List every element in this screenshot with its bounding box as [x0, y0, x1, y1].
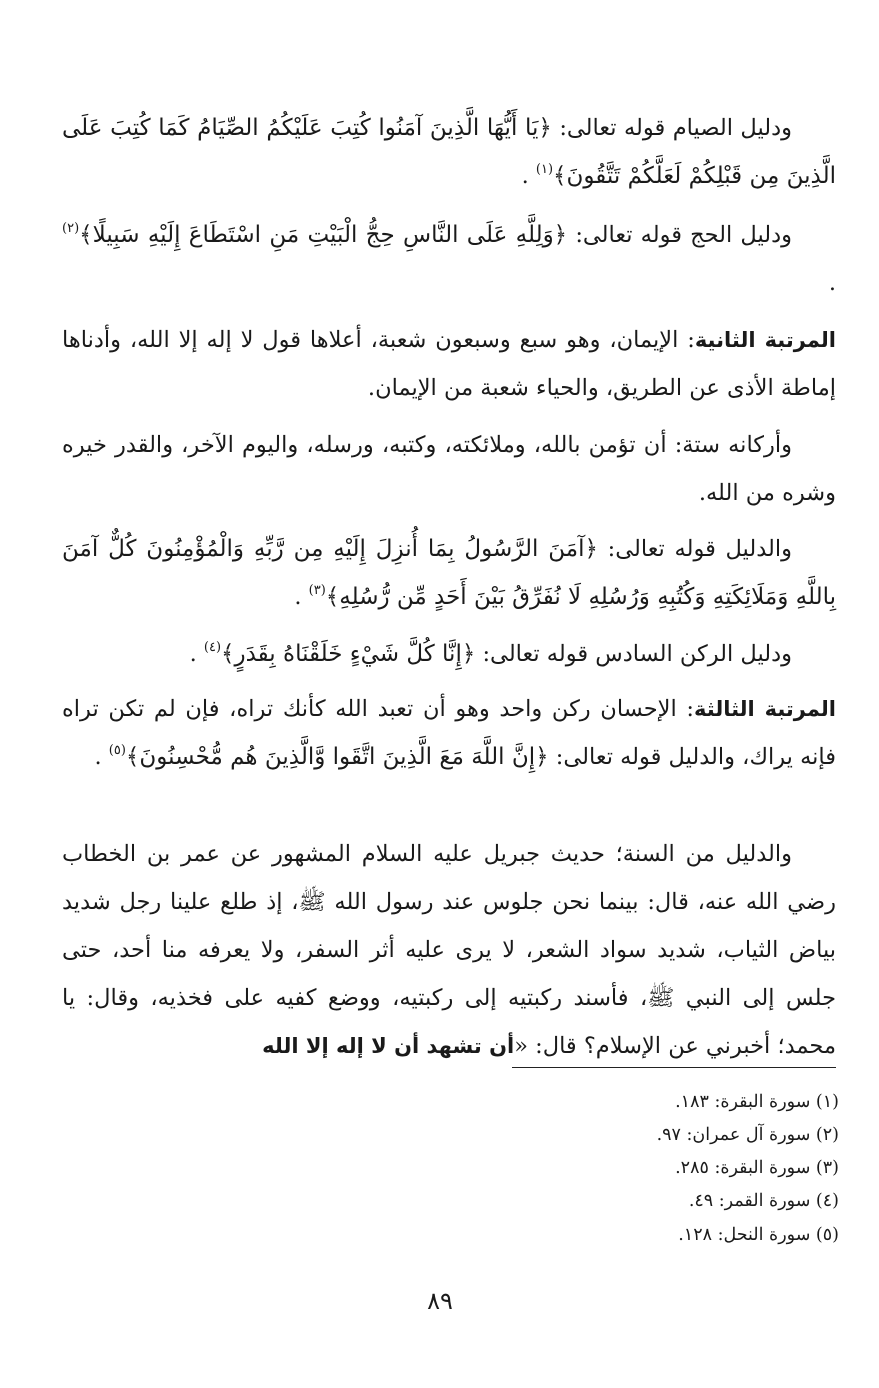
footnote-5: (٥) سورة النحل: ١٢٨. — [678, 1225, 839, 1245]
quran-verse: ﴿إِنَّا كُلَّ شَيْءٍ خَلَقْنَاهُ بِقَدَرٍ﴾ — [221, 641, 476, 667]
section-heading: المرتبة الثالثة — [694, 697, 836, 721]
page-number: ٨٩ — [427, 1287, 453, 1315]
paragraph-text: : الإحسان ركن واحد وهو أن تعبد الله كأنك تراه، فإن لم تكن تراه فإنه يراك، والدليل قوله تعالى: — [62, 696, 836, 770]
footnote-ref: (٢) — [62, 221, 80, 236]
footnote-ref: (٤) — [203, 640, 222, 655]
section-heading: المرتبة الثانية — [694, 328, 836, 352]
sentence-end: . — [94, 744, 102, 770]
quran-verse: ﴿إِنَّ اللَّهَ مَعَ الَّذِينَ اتَّقَوا وَّالَّذِينَ هُم مُّحْسِنُونَ﴾ — [125, 744, 549, 770]
paragraph-intro: والدليل قوله تعالى: — [597, 536, 792, 562]
paragraph-pillars-of-faith — [62, 421, 836, 517]
quran-verse: ﴿وَلِلَّهِ عَلَى النَّاسِ حِجُّ الْبَيْتِ مَنِ اسْتَطَاعَ إِلَيْهِ سَبِيلًا﴾ — [79, 222, 568, 248]
paragraph-hadith-jibril — [62, 830, 836, 1070]
footnote-separator — [512, 1067, 836, 1068]
paragraph-intro: ودليل الركن السادس قوله تعالى: — [475, 641, 792, 667]
footnote-ref: (١) — [535, 162, 554, 177]
paragraph-fasting-evidence — [62, 104, 836, 200]
footnote-3: (٣) سورة البقرة: ٢٨٥. — [675, 1158, 839, 1178]
paragraph-sixth-pillar-evidence — [62, 630, 836, 678]
bold-quote: أن تشهد أن لا إله إلا الله — [262, 1034, 515, 1058]
paragraph-intro: ودليل الحج قوله تعالى: — [567, 222, 793, 248]
sentence-end: . — [294, 584, 302, 610]
quran-verse: ﴿يَا أَيُّهَا الَّذِينَ آمَنُوا كُتِبَ عَلَيْكُمُ الصِّيَامُ كَمَا كُتِبَ عَلَى الَّذِينَ مِن قَبْلِكُمْ لَعَلَّكُمْ تَتَّقُونَ﴾ — [62, 115, 836, 189]
sentence-end: . — [521, 163, 529, 189]
paragraph-hajj-evidence — [62, 211, 836, 307]
footnote-ref: (٣) — [308, 583, 326, 598]
paragraph-text: : الإيمان، وهو سبع وسبعون شعبة، أعلاها قول لا إله إلا الله، وأدناها إماطة الأذى عن الطريق، والحياء شعبة من الإيمان. — [62, 327, 836, 401]
quran-verse: ﴿آمَنَ الرَّسُولُ بِمَا أُنزِلَ إِلَيْهِ مِن رَّبِّهِ وَالْمُؤْمِنُونَ كُلٌّ آمَنَ بِاللَّهِ وَمَلَائِكَتِهِ وَكُتُبِهِ وَرُسُلِهِ لَا نُفَرِّقُ بَيْنَ أَحَدٍ مِّن رُّسُلِهِ﴾ — [62, 536, 836, 610]
paragraph-text: وأركانه ستة: أن تؤمن بالله، وملائكته، وكتبه، ورسله، واليوم الآخر، والقدر خيره وشره من الله. — [62, 432, 836, 506]
sentence-end: . — [189, 641, 197, 667]
sentence-end: . — [828, 270, 836, 296]
paragraph-second-rank — [62, 316, 836, 412]
paragraph-third-rank — [62, 685, 836, 781]
paragraph-text: والدليل من السنة؛ حديث جبريل عليه السلام المشهور عن عمر بن الخطاب رضي الله عنه، قال: بينما نحن جلوس عند رسول الله ﷺ، إذ طلع علينا رجل شديد بياض الثياب، شديد سواد الشعر، لا يرى عليه أثر السفر، ولا يعرفه منا أحد، حتى جلس إلى النبي ﷺ، فأسند ركبتيه إلى ركبتيه، ووضع كفيه على فخذيه، وقال: يا محمد؛ أخبرني عن الإسلام؟ قال: « — [62, 841, 836, 1059]
footnote-4: (٤) سورة القمر: ٤٩. — [688, 1191, 839, 1211]
paragraph-intro: ودليل الصيام قوله تعالى: — [551, 115, 792, 141]
footnote-ref: (٥) — [108, 743, 126, 758]
footnote-2: (٢) سورة آل عمران: ٩٧. — [656, 1125, 839, 1145]
paragraph-faith-evidence — [62, 525, 836, 621]
footnote-1: (١) سورة البقرة: ١٨٣. — [675, 1092, 839, 1112]
